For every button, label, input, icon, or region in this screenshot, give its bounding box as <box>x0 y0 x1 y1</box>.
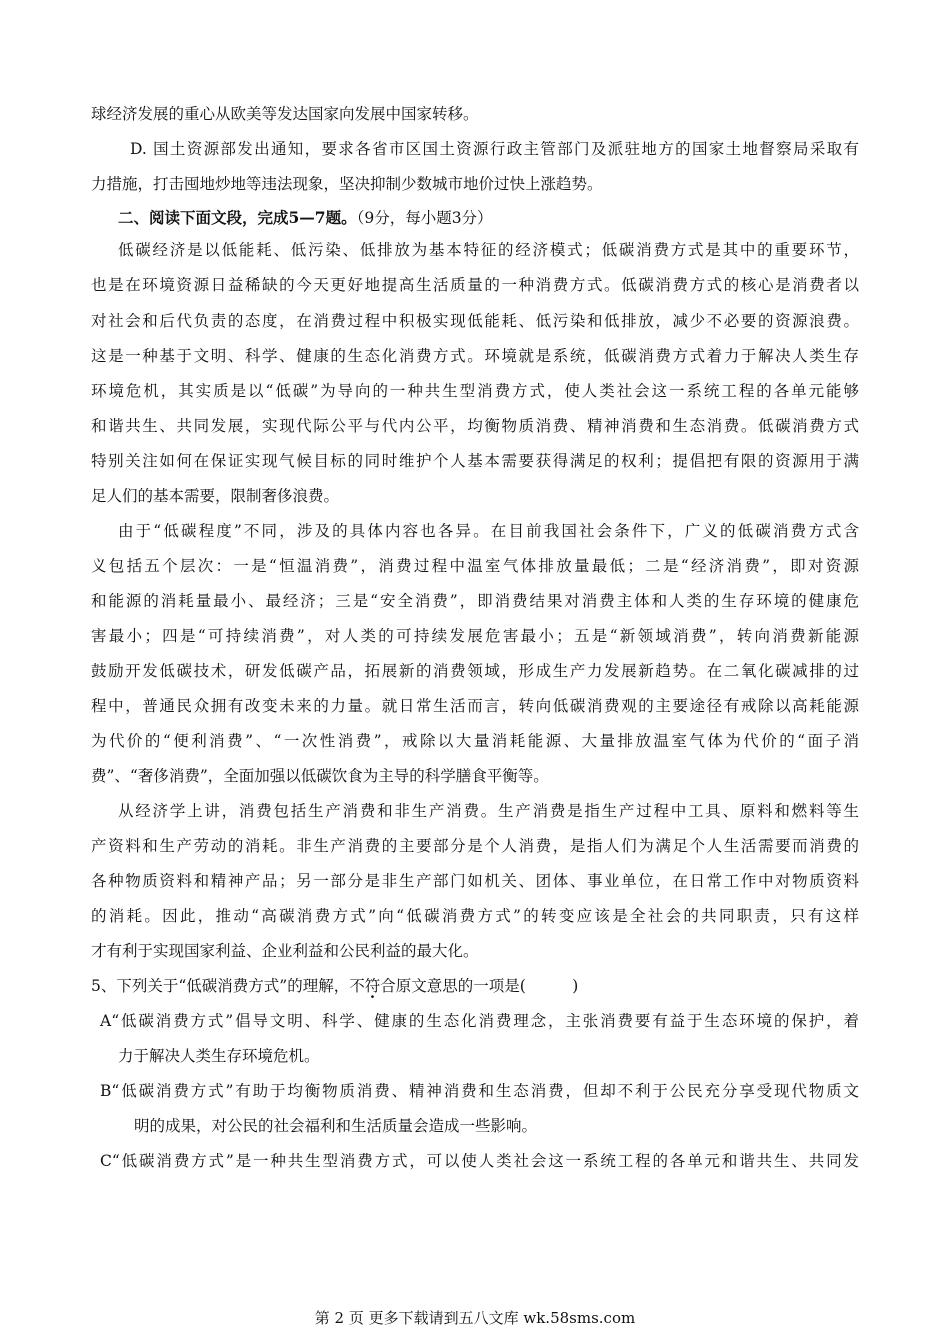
section-note: （9分，每小题3分） <box>356 209 493 227</box>
option-a-line: A“低碳消费方式”倡导文明、科学、健康的生态化消费理念，主张消费要有益于生态环境的保护，着 <box>100 1012 859 1030</box>
paragraph-line: 为代价的“便利消费”、“一次性消费”，戒除以大量消耗能源、大量排放温室气体为代价的“面子消 <box>91 732 859 750</box>
paragraph-line: 特别关注如何在保证实现气候目标的同时维护个人基本需要获得满足的权利；提倡把有限的资源用于满 <box>91 452 859 470</box>
option-c-line: C“低碳消费方式”是一种共生型消费方式，可以使人类社会这一系统工程的各单元和谐共生、共同发 <box>100 1152 859 1170</box>
section-heading <box>118 208 493 228</box>
option-a-line: 力于解决人类生存环境危机。 <box>118 1047 320 1065</box>
paragraph-line: 和能源的消耗量最小、最经济；三是“安全消费”，即消费结果对消费主体和人类的生存环境的健康危 <box>91 592 859 610</box>
option-d-line: 力措施，打击囤地炒地等违法现象，坚决抑制少数城市地价过快上涨趋势。 <box>91 175 603 193</box>
paragraph-line: 才有利于实现国家利益、企业利益和公民利益的最大化。 <box>91 942 479 960</box>
paragraph-line: 各种物质资料和精神产品；另一部分是非生产部门如机关、团体、事业单位，在日常工作中对物质资料 <box>91 872 859 890</box>
question-stem-text: 原文意思的一项是( ) <box>395 977 579 995</box>
page-footer: 第 2 页 更多下载请到五八文库 wk.58sms.com <box>314 1309 636 1327</box>
question-stem-text: 5、下列关于“低碳消费方式”的理解， <box>91 977 350 995</box>
paragraph-line: 产资料和生产劳动的消耗。非生产消费的主要部分是个人消费，是指人们为满足个人生活需要而消费的 <box>91 837 859 855</box>
emphasis-text: 不符合 <box>349 977 396 995</box>
paragraph-line: 费”、“奢侈消费”，全面加强以低碳饮食为主导的科学膳食平衡等。 <box>91 767 549 785</box>
section-title: 二、阅读下面文段，完成5—7题。 <box>118 208 357 227</box>
paragraph-line: 由于“低碳程度”不同，涉及的具体内容也各异。在目前我国社会条件下，广义的低碳消费方式含 <box>118 522 859 540</box>
paragraph-line: 这是一种基于文明、科学、健康的生态化消费方式。环境就是系统，低碳消费方式着力于解决人类生存 <box>91 347 859 365</box>
text-line: 球经济发展的重心从欧美等发达国家向发展中国家转移。 <box>91 105 479 123</box>
option-b-line: 明的成果，对公民的社会福利和生活质量会造成一些影响。 <box>134 1117 538 1135</box>
question-5-stem <box>91 976 578 996</box>
paragraph-line: 程中，普通民众拥有改变未来的力量。就日常生活而言，转向低碳消费观的主要途径有戒除以高耗能源 <box>91 697 859 715</box>
paragraph-line: 害最小；四是“可持续消费”，对人类的可持续发展危害最小；五是“新领域消费”，转向消费新能源 <box>91 627 859 645</box>
paragraph-line: 的消耗。因此，推动“高碳消费方式”向“低碳消费方式”的转变应该是全社会的共同职责，只有这样 <box>91 907 859 925</box>
paragraph-line: 鼓励开发低碳技术，研发低碳产品，拓展新的消费领域，形成生产力发展新趋势。在二氧化碳减排的过 <box>91 662 859 680</box>
paragraph-line: 和谐共生、共同发展，实现代际公平与代内公平，均衡物质消费、精神消费和生态消费。低碳消费方式 <box>91 417 859 435</box>
paragraph-line: 也是在环境资源日益稀缺的今天更好地提高生活质量的一种消费方式。低碳消费方式的核心是消费者以 <box>91 276 859 294</box>
option-b-line: B“低碳消费方式”有助于均衡物质消费、精神消费和生态消费，但却不利于公民充分享受现代物质文 <box>100 1082 859 1100</box>
paragraph-line: 低碳经济是以低能耗、低污染、低排放为基本特征的经济模式；低碳消费方式是其中的重要环节， <box>118 241 859 259</box>
paragraph-line: 对社会和后代负责的态度，在消费过程中积极实现低能耗、低污染和低排放，减少不必要的资源浪费。 <box>91 312 859 330</box>
option-d-line: D. 国土资源部发出通知，要求各省市区国土资源行政主管部门及派驻地方的国家土地督察局采取有 <box>130 140 859 158</box>
paragraph-line: 足人们的基本需要，限制奢侈浪费。 <box>91 487 340 505</box>
paragraph-line: 环境危机，其实质是以“低碳”为导向的一种共生型消费方式，使人类社会这一系统工程的各单元能够 <box>91 382 859 400</box>
paragraph-line: 义包括五个层次：一是“恒温消费”，消费过程中温室气体排放量最低；二是“经济消费”，即对资源 <box>91 557 859 575</box>
paragraph-line: 从经济学上讲，消费包括生产消费和非生产消费。生产消费是指生产过程中工具、原料和燃料等生 <box>118 802 859 820</box>
